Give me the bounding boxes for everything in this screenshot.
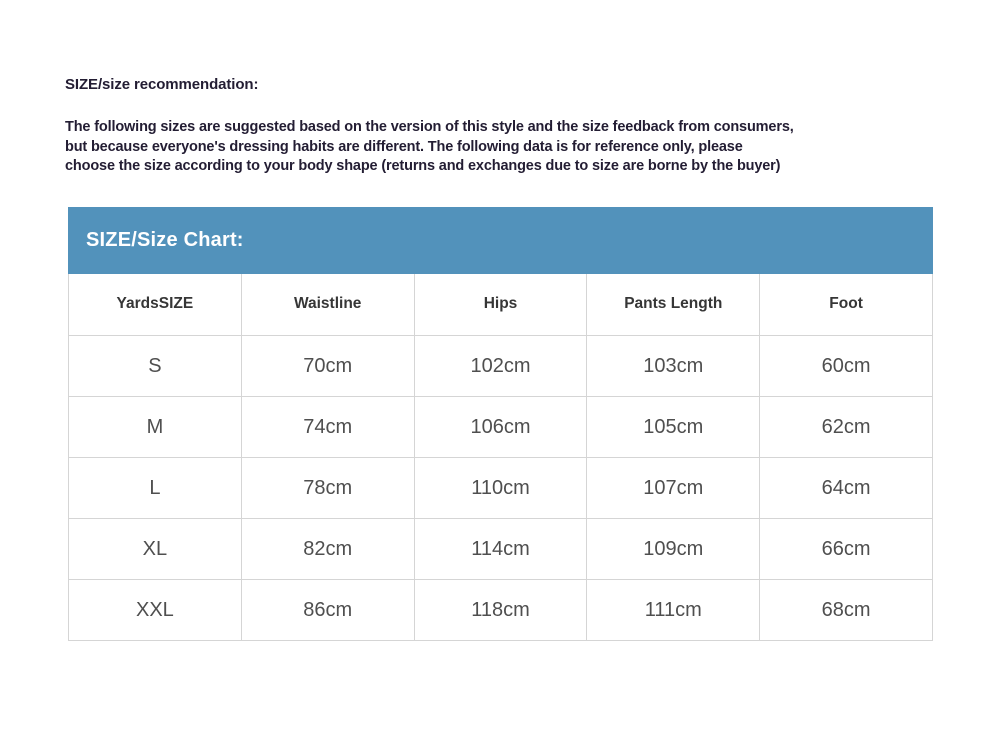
measurement-cell: 109cm <box>587 519 760 580</box>
table-row <box>69 580 933 641</box>
measurement-cell: 106cm <box>414 397 587 458</box>
measurement-cell: 118cm <box>414 580 587 641</box>
size-chart-header-bar <box>68 207 933 274</box>
table-row <box>69 397 933 458</box>
table-header-row <box>69 274 933 336</box>
table-header-cell: Hips <box>414 274 587 336</box>
table-row <box>69 519 933 580</box>
measurement-cell: 60cm <box>760 336 933 397</box>
measurement-cell: 64cm <box>760 458 933 519</box>
measurement-cell: 110cm <box>414 458 587 519</box>
table-header-cell: Pants Length <box>587 274 760 336</box>
size-chart-table-head <box>69 274 933 336</box>
size-recommendation-page <box>0 76 1000 750</box>
size-label-cell: L <box>69 458 242 519</box>
paragraph-line-1: The following sizes are suggested based on the version of this style and the size feedback from consumers, <box>65 119 794 135</box>
measurement-cell: 66cm <box>760 519 933 580</box>
table-header-cell: Waistline <box>241 274 414 336</box>
measurement-cell: 102cm <box>414 336 587 397</box>
table-row <box>69 458 933 519</box>
size-label-cell: XL <box>69 519 242 580</box>
measurement-cell: 74cm <box>241 397 414 458</box>
measurement-cell: 62cm <box>760 397 933 458</box>
measurement-cell: 105cm <box>587 397 760 458</box>
size-recommendation-heading: SIZE/size recommendation: <box>65 76 259 93</box>
size-label-cell: XXL <box>69 580 242 641</box>
size-chart-title: SIZE/Size Chart: <box>86 228 244 251</box>
measurement-cell: 114cm <box>414 519 587 580</box>
size-chart-table-body <box>69 336 933 641</box>
paragraph-line-3: choose the size according to your body shape (returns and exchanges due to size are borne by the buyer) <box>65 158 781 174</box>
table-row <box>69 336 933 397</box>
size-label-cell: S <box>69 336 242 397</box>
paragraph-line-2: but because everyone's dressing habits are different. The following data is for reference only, please <box>65 138 743 155</box>
measurement-cell: 86cm <box>241 580 414 641</box>
measurement-cell: 107cm <box>587 458 760 519</box>
measurement-cell: 70cm <box>241 336 414 397</box>
table-header-cell: YardsSIZE <box>69 274 242 336</box>
measurement-cell: 78cm <box>241 458 414 519</box>
measurement-cell: 68cm <box>760 580 933 641</box>
size-label-cell: M <box>69 397 242 458</box>
measurement-cell: 111cm <box>587 580 760 641</box>
measurement-cell: 103cm <box>587 336 760 397</box>
size-recommendation-paragraph <box>65 118 945 177</box>
table-header-cell: Foot <box>760 274 933 336</box>
size-chart-table <box>68 274 933 642</box>
measurement-cell: 82cm <box>241 519 414 580</box>
